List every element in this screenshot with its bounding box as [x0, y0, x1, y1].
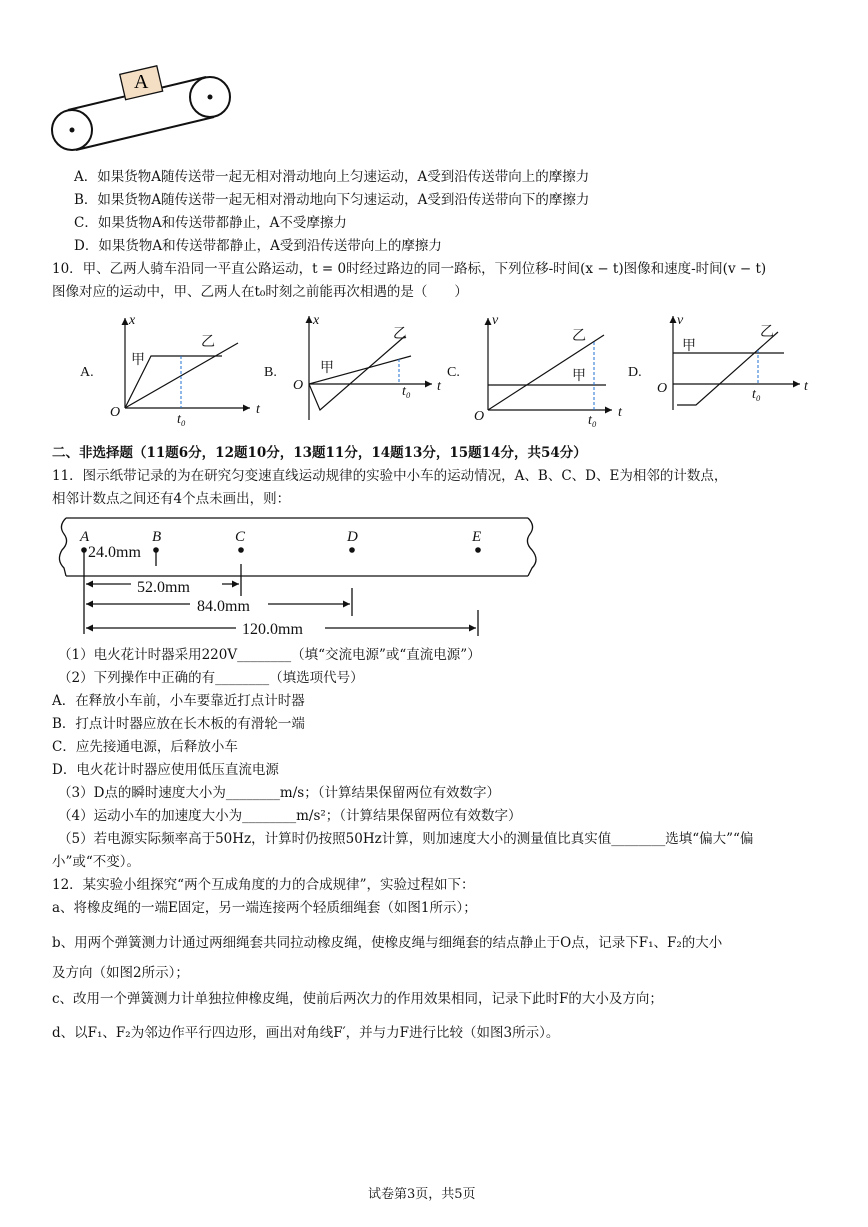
q9-option-c: C．如果货物A和传送带都静止，A不受摩擦力 — [74, 215, 347, 231]
svg-text:t₀: t₀ — [177, 412, 186, 427]
tape-point-e: E — [472, 529, 482, 545]
q11-stem-line1: 11．图示纸带记录的为在研究匀变速直线运动规律的实验中小车的运动情况，A、B、C、D、E为相邻的计数点， — [52, 468, 728, 484]
paper-tape-figure — [0, 512, 868, 642]
svg-text:O: O — [657, 381, 668, 396]
svg-text:t: t — [437, 379, 441, 394]
q11-option-c: C．应先接通电源，后释放小车 — [52, 739, 238, 755]
conveyor-belt-figure — [0, 0, 868, 160]
svg-text:B.: B. — [264, 365, 277, 380]
q10-graphs — [0, 310, 868, 430]
q11-sub1: （1）电火花计时器采用220V________（填“交流电源”或“直流电源”） — [58, 647, 481, 663]
svg-text:t₀: t₀ — [588, 413, 597, 428]
tape-distance-ac: 52.0mm — [137, 579, 190, 596]
svg-text:甲: 甲 — [320, 361, 334, 376]
q11-option-d: D．电火花计时器应使用低压直流电源 — [52, 762, 279, 778]
svg-text:x: x — [313, 313, 320, 328]
tape-point-b: B — [152, 529, 162, 545]
svg-text:O: O — [293, 378, 304, 393]
svg-text:乙: 乙 — [201, 335, 215, 350]
svg-text:t: t — [618, 405, 622, 420]
q12-step-b-line2: 及方向（如图2所示）； — [52, 965, 189, 981]
q11-sub3: （3）D点的瞬时速度大小为________m/s；（计算结果保留两位有效数字） — [58, 785, 500, 801]
q12-step-d: d、以F₁、F₂为邻边作平行四边形，画出对角线F′，并与力F进行比较（如图3所示）。 — [52, 1025, 560, 1041]
svg-text:乙: 乙 — [393, 327, 407, 342]
q12-step-a: a、将橡皮绳的一端E固定，另一端连接两个轻质细绳套（如图1所示）； — [52, 900, 477, 916]
svg-text:v: v — [492, 313, 499, 328]
q11-sub2: （2）下列操作中正确的有________（填选项代号） — [58, 670, 364, 686]
q12-intro: 12．某实验小组探究“两个互成角度的力的合成规律”，实验过程如下： — [52, 877, 475, 893]
svg-text:甲: 甲 — [682, 339, 696, 354]
page-footer: 试卷第3页，共5页 — [368, 1187, 476, 1202]
q11-sub5-line2: 小”或“不变）。 — [52, 854, 141, 870]
tape-distance-ab: 24.0mm — [88, 544, 141, 561]
svg-text:O: O — [474, 409, 485, 424]
q11-sub5-line1: （5）若电源实际频率高于50Hz，计算时仍按照50Hz计算，则加速度大小的测量值比真实值________选填“偏大”“偏 — [58, 831, 754, 847]
q12-step-b-line1: b、用两个弹簧测力计通过两细绳套共同拉动橡皮绳，使橡皮绳与细绳套的结点静止于O点，记录下F₁、F₂的大小 — [52, 935, 723, 951]
q9-option-d: D．如果货物A和传送带都静止，A受到沿传送带向上的摩擦力 — [74, 238, 442, 254]
svg-text:v: v — [677, 313, 684, 328]
svg-text:t₀: t₀ — [752, 387, 761, 402]
svg-text:甲: 甲 — [572, 369, 586, 384]
q12-step-c: c、改用一个弹簧测力计单独拉伸橡皮绳，使前后两次力的作用效果相同，记录下此时F的大小及方向； — [52, 991, 663, 1007]
tape-distance-ad: 84.0mm — [197, 598, 250, 615]
svg-text:t₀: t₀ — [402, 384, 411, 399]
q9-option-a: A．如果货物A随传送带一起无相对滑动地向上匀速运动，A受到沿传送带向上的摩擦力 — [74, 169, 590, 185]
q9-option-b: B．如果货物A随传送带一起无相对滑动地向下匀速运动，A受到沿传送带向下的摩擦力 — [74, 192, 590, 208]
svg-text:甲: 甲 — [131, 353, 145, 368]
svg-text:D.: D. — [628, 365, 642, 380]
svg-text:O: O — [110, 405, 121, 420]
tape-point-a: A — [80, 529, 90, 545]
graph-a — [80, 313, 261, 427]
q11-sub4: （4）运动小车的加速度大小为________m/s²；（计算结果保留两位有效数字） — [58, 808, 522, 824]
graph-d — [628, 313, 809, 410]
q10-stem-line2: 图像对应的运动中，甲、乙两人在t₀时刻之前能再次相遇的是（ ） — [52, 284, 468, 300]
svg-text:C.: C. — [447, 365, 460, 380]
q11-option-a: A．在释放小车前，小车要靠近打点计时器 — [52, 693, 305, 709]
section-2-heading: 二、非选择题（11题6分，12题10分，13题11分，14题13分，15题14分，共54分） — [52, 445, 587, 461]
svg-text:乙: 乙 — [572, 329, 586, 344]
svg-text:t: t — [256, 402, 260, 417]
tape-point-c: C — [235, 529, 246, 545]
cargo-label: A — [134, 71, 149, 93]
q10-stem-line1: 10．甲、乙两人骑车沿同一平直公路运动，t = 0时经过路边的同一路标，下列位移-时间(x − t)图像和速度-时间(v − t) — [52, 261, 767, 277]
graph-b — [264, 313, 442, 420]
svg-text:A.: A. — [80, 365, 94, 380]
q11-option-b: B．打点计时器应放在长木板的有滑轮一端 — [52, 716, 305, 732]
q11-stem-line2: 相邻计数点之间还有4个点未画出，则： — [52, 491, 291, 507]
graph-c-yi-line — [488, 335, 604, 410]
svg-text:乙: 乙 — [760, 325, 774, 340]
graph-c — [447, 313, 623, 428]
svg-text:t: t — [804, 379, 808, 394]
tape-distance-ae: 120.0mm — [242, 621, 303, 638]
svg-text:x: x — [129, 313, 136, 328]
tape-point-d: D — [347, 529, 358, 545]
